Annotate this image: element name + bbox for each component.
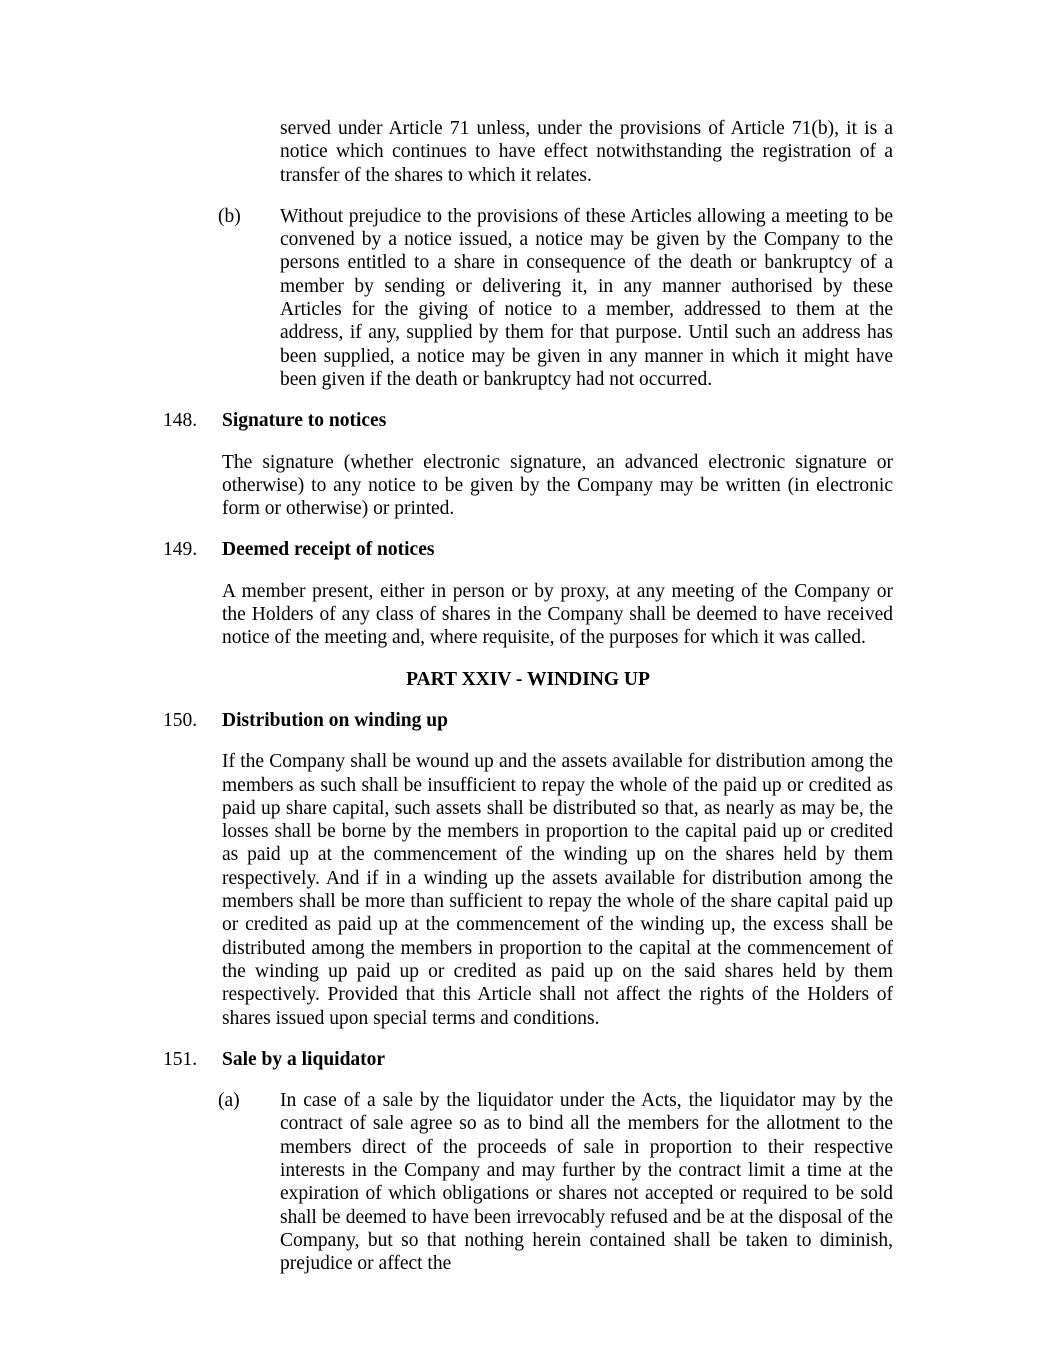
section-150-heading bbox=[163, 709, 893, 732]
section-150-paragraph: If the Company shall be wound up and the assets available for distribution among the members as such shall be insufficient to repay the whole of the paid up or credited as paid up share capital, such assets shall be distributed so that, as nearly as may be, the losses shall be borne by the members in proportion to the capital paid up or credited as paid up at the commencement of the winding up on the shares held by them respectively. And if in a winding up the assets available for distribution among the members shall be more than sufficient to repay the whole of the share capital paid up or credited as paid up at the commencement of the winding up, the excess shall be distributed among the members in proportion to the capital at the commencement of the winding up paid up or credited as paid up on the said shares held by them respectively. Provided that this Article shall not affect the rights of the Holders of shares issued upon special terms and conditions. bbox=[222, 751, 893, 1029]
section-149-heading bbox=[163, 538, 893, 561]
document-body bbox=[163, 117, 893, 1275]
section-148-number: 148. bbox=[163, 410, 198, 432]
clause-a bbox=[218, 1089, 893, 1275]
section-150-title: Distribution on winding up bbox=[222, 709, 448, 731]
section-149-paragraph: A member present, either in person or by proxy, at any meeting of the Company or the Holders of any class of shares in the Company shall be deemed to have received notice of the meeting and, where requisite, of the purposes for which it was called. bbox=[222, 580, 893, 649]
section-151-title: Sale by a liquidator bbox=[222, 1048, 386, 1070]
section-151-number: 151. bbox=[163, 1048, 198, 1070]
section-148-title: Signature to notices bbox=[222, 410, 387, 432]
section-149-title: Deemed receipt of notices bbox=[222, 539, 435, 561]
section-149-number: 149. bbox=[163, 539, 198, 561]
section-148-heading bbox=[163, 409, 893, 432]
section-148-paragraph: The signature (whether electronic signature, an advanced electronic signature or otherwise) to any notice to be given by the Company may be written (in electronic form or otherwise) or printed. bbox=[222, 451, 893, 520]
clause-b-label: (b) bbox=[218, 205, 241, 227]
section-150-number: 150. bbox=[163, 709, 198, 731]
part-xxiv-heading: PART XXIV - WINDING UP bbox=[406, 668, 650, 690]
continuation-paragraph: served under Article 71 unless, under the provisions of Article 71(b), it is a notice which continues to have effect notwithstanding the registration of a transfer of the shares to which it relates. bbox=[280, 118, 893, 186]
clause-a-text: In case of a sale by the liquidator under the Acts, the liquidator may by the contract of sale agree so as to bind all the members for the allotment to the members direct of the proceeds of sale in proportion to their respective interests in the Company and may further by the contract limit a time at the expiration of which obligations or shares not accepted or required to be sold shall be deemed to have been irrevocably refused and be at the disposal of the Company, but so that nothing herein contained shall be taken to diminish, prejudice or affect the bbox=[280, 1090, 893, 1275]
clause-a-label: (a) bbox=[218, 1090, 240, 1112]
section-151-heading bbox=[163, 1048, 893, 1071]
clause-b bbox=[218, 205, 893, 391]
clause-b-text: Without prejudice to the provisions of these Articles allowing a meeting to be convened by a notice issued, a notice may be given by the Company to the persons entitled to a share in consequence of the death or bankruptcy of a member by sending or delivering it, in any manner authorised by these Articles for the giving of notice to a member, addressed to them at the address, if any, supplied by them for that purpose. Until such an address has been supplied, a notice may be given in any manner in which it might have been given if the death or bankruptcy had not occurred. bbox=[280, 205, 893, 390]
